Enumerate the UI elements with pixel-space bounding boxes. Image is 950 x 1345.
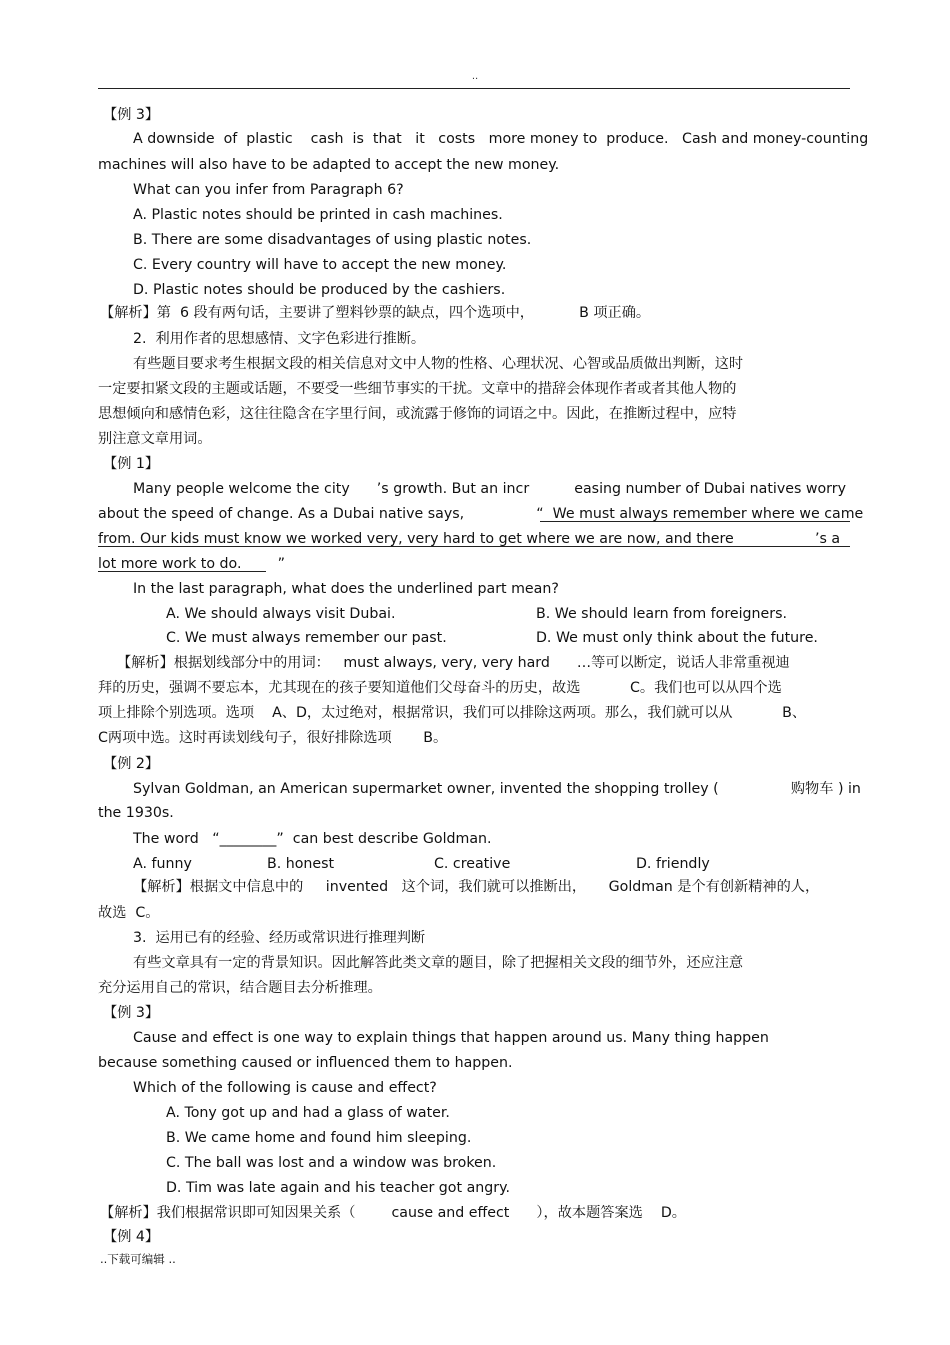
text-segment: B. There are some disadvantages of using plastic notes.	[133, 232, 532, 248]
text-segment: 3. 运用已有的经验、经历或常识进行推理判断	[133, 930, 426, 946]
text-line	[636, 855, 710, 873]
text-segment: C. We must always remember our past.	[166, 630, 447, 646]
text-segment: D. We must only think about the future.	[536, 630, 818, 646]
text-segment: 【例 3】	[103, 107, 160, 123]
header-dots: ..	[471, 71, 479, 82]
text-line	[98, 679, 782, 697]
text-segment: C两项中选。这时再读划线句子，很好排除选项 B。	[98, 730, 448, 746]
text-line	[133, 181, 404, 199]
text-line	[166, 1154, 496, 1172]
text-segment: 项上排除个别选项。选项 A、D，太过绝对，根据常识，我们可以排除这两项。那么，我们就可以从 B、	[98, 705, 807, 721]
text-line	[536, 605, 787, 623]
text-segment: B. We should learn from foreigners.	[536, 606, 788, 622]
text-segment: machines will also have to be adapted to accept the new money.	[98, 157, 560, 173]
text-line	[133, 580, 559, 598]
text-line	[98, 156, 559, 174]
text-segment: 【例 4】	[103, 1229, 160, 1245]
text-segment: 2. 利用作者的思想感情、文字色彩进行推断。	[133, 331, 426, 347]
text-line	[133, 206, 503, 224]
text-line	[166, 629, 447, 647]
text-segment: 别注意文章用词。	[98, 431, 212, 447]
text-segment: B. honest	[267, 856, 335, 872]
text-line	[133, 929, 425, 947]
text-segment: 有些题目要求考生根据文段的相关信息对文中人物的性格、心理状况、心智或品质做出判断，这时	[133, 356, 744, 372]
text-line	[133, 231, 531, 249]
text-segment: A. Plastic notes should be printed in cash machines.	[133, 207, 503, 223]
text-line	[133, 281, 505, 299]
text-line	[133, 1029, 769, 1047]
text-segment: A. We should always visit Dubai.	[166, 606, 396, 622]
text-segment: 【例 2】	[103, 756, 160, 772]
text-line	[133, 480, 846, 498]
text-segment: C. The ball was lost and a window was broken.	[166, 1155, 497, 1171]
text-line	[536, 629, 818, 647]
text-line	[133, 1079, 437, 1097]
text-line	[133, 855, 192, 873]
underline-1	[540, 521, 850, 522]
text-segment: 【例 1】	[103, 456, 160, 472]
text-line	[98, 405, 736, 423]
text-line	[133, 256, 506, 274]
text-segment: 【解析】根据划线部分中的用词： must always, very, very hard …等可以断定，说话人非常重视迪	[117, 655, 790, 671]
text-segment: B. We came home and found him sleeping.	[166, 1130, 472, 1146]
text-line	[133, 780, 861, 798]
text-line	[133, 830, 492, 848]
text-segment: D. friendly	[636, 856, 710, 872]
text-line	[133, 954, 743, 972]
text-segment: What can you infer from Paragraph 6?	[133, 182, 404, 198]
text-segment: In the last paragraph, what does the underlined part mean?	[133, 581, 559, 597]
text-segment: A downside of plastic cash is that it costs more money to produce. Cash and money-counting	[133, 131, 869, 147]
text-line	[98, 430, 212, 448]
text-segment: 有些文章具有一定的背景知识。因此解答此类文章的题目，除了把握相关文段的细节外，还应注意	[133, 955, 744, 971]
text-segment: D. Tim was late again and his teacher got angry.	[166, 1180, 510, 1196]
text-line	[166, 1179, 510, 1197]
text-segment: C. creative	[434, 856, 511, 872]
text-segment: 【解析】根据文中信息中的 invented 这个词，我们就可以推断出， Goldman 是个有创新精神的人，	[133, 879, 820, 895]
text-line	[98, 704, 806, 722]
text-segment: 拜的历史，强调不要忘本，尤其现在的孩子要知道他们父母奋斗的历史，故选 C。我们也可以从四个选	[98, 680, 782, 696]
text-segment: about the speed of change. As a Dubai native says, “ We must always remember where we came	[98, 506, 864, 522]
text-line	[434, 855, 510, 873]
text-segment: Many people welcome the city ’s growth. But an incr easing number of Dubai natives worry	[133, 481, 846, 497]
text-segment: from. Our kids must know we worked very, very hard to get where we are now, and there ’s a	[98, 531, 841, 547]
underline-2	[98, 546, 850, 547]
text-segment: 【例 3】	[103, 1005, 160, 1021]
text-line	[103, 1004, 159, 1022]
text-segment: 【解析】我们根据常识即可知因果关系（ cause and effect ），故本题答案选 D。	[100, 1205, 686, 1221]
text-segment: 思想倾向和感情色彩，这往往隐含在字里行间，或流露于修饰的词语之中。因此，在推断过程中，应特	[98, 406, 737, 422]
text-segment: D. Plastic notes should be produced by the cashiers.	[133, 282, 506, 298]
header-rule	[98, 88, 850, 89]
text-segment: 【解析】第 6 段有两句话，主要讲了塑料钞票的缺点，四个选项中， B 项正确。	[100, 305, 651, 321]
text-line	[166, 605, 395, 623]
text-line	[133, 330, 425, 348]
text-line	[98, 729, 447, 747]
text-line	[100, 1204, 686, 1222]
text-segment: because something caused or influenced them to happen.	[98, 1055, 513, 1071]
text-line	[133, 355, 743, 373]
text-segment: C. Every country will have to accept the new money.	[133, 257, 507, 273]
text-line	[117, 654, 790, 672]
text-line	[98, 1054, 513, 1072]
text-line	[103, 455, 159, 473]
underline-3	[98, 571, 266, 572]
text-line	[103, 755, 159, 773]
text-segment: A. Tony got up and had a glass of water.	[166, 1105, 450, 1121]
text-segment: the 1930s.	[98, 805, 174, 821]
text-line	[103, 1228, 159, 1246]
text-line	[166, 1129, 471, 1147]
text-line	[103, 106, 159, 124]
text-line	[133, 878, 819, 896]
text-segment: The word “________” can best describe Goldman.	[133, 831, 492, 847]
text-line	[100, 304, 650, 322]
text-segment: Sylvan Goldman, an American supermarket owner, invented the shopping trolley ( 购物车 ) in	[133, 781, 861, 797]
text-segment: 充分运用自己的常识，结合题目去分析推理。	[98, 980, 382, 996]
text-segment: 一定要扣紧文段的主题或话题，不要受一些细节事实的干扰。文章中的措辞会体现作者或者其他人物的	[98, 381, 737, 397]
text-segment: A. funny	[133, 856, 192, 872]
footer-text: ..下载可编辑 ..	[100, 1252, 176, 1266]
text-line	[98, 380, 736, 398]
text-segment: Which of the following is cause and effect?	[133, 1080, 437, 1096]
text-line	[98, 904, 160, 922]
text-segment: Cause and effect is one way to explain things that happen around us. Many thing happen	[133, 1030, 769, 1046]
text-line	[98, 804, 174, 822]
text-line	[267, 855, 334, 873]
text-line	[133, 130, 868, 148]
text-segment: lot more work to do. ”	[98, 556, 285, 572]
text-segment: 故选 C。	[98, 905, 160, 921]
text-line	[98, 979, 382, 997]
text-line	[166, 1104, 450, 1122]
